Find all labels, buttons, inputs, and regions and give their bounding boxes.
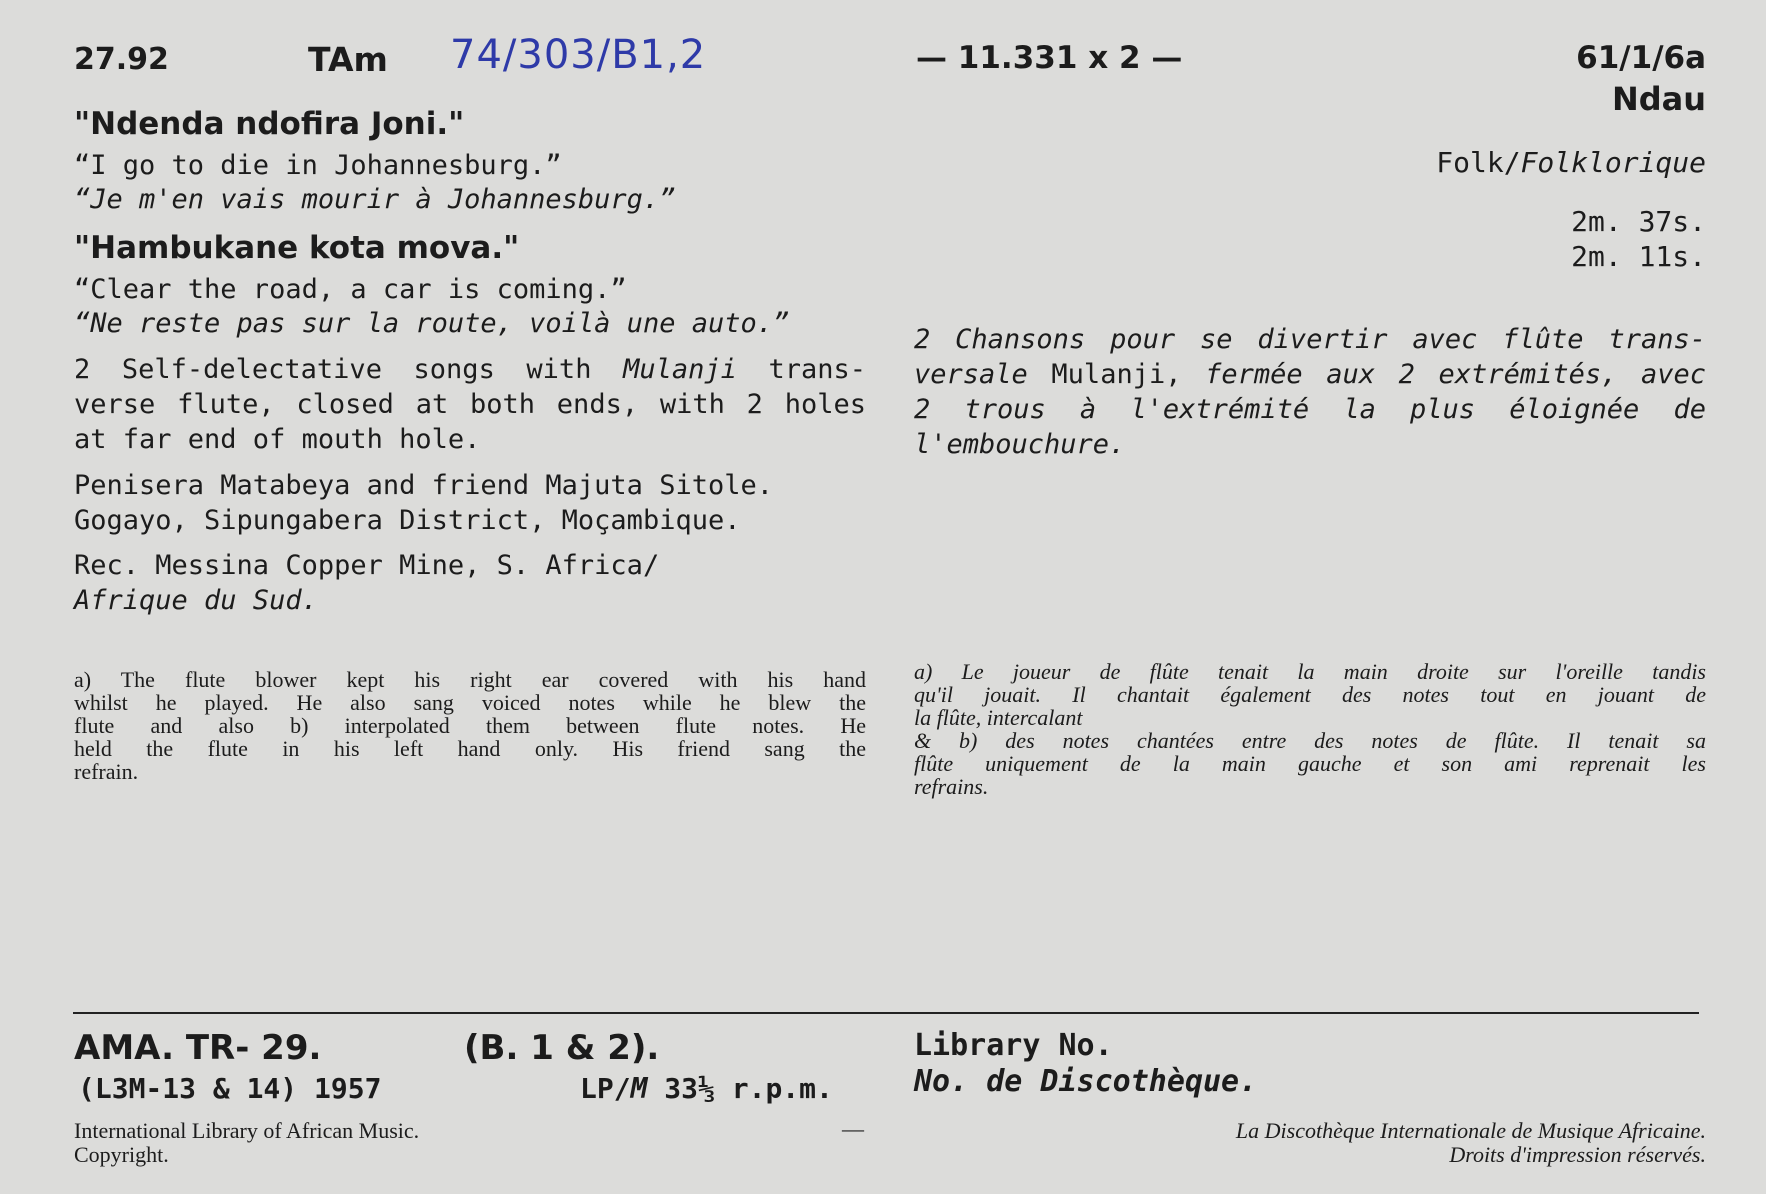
duration-1: 2m. 37s.	[1571, 205, 1706, 238]
song-french-2: “Ne reste pas sur la route, voilà une auto.”	[74, 308, 790, 339]
matrix-year: (L3M-13 & 14) 1957	[78, 1072, 382, 1105]
handwritten-reference: 74/303/B1,2	[450, 32, 707, 78]
performers: Penisera Matabeya and friend Majuta Sitole. Gogayo, Sipungabera District, Moçambique.	[74, 470, 773, 536]
ilam-name: International Library of African Music.	[74, 1118, 420, 1143]
song-english-2: “Clear the road, a car is coming.”	[74, 274, 627, 305]
recording-location: Rec. Messina Copper Mine, S. Africa/ Afrique du Sud.	[74, 550, 660, 616]
discotheque-name: La Discothèque Internationale de Musique Africaine.	[1235, 1118, 1706, 1143]
album-number: AMA. TR- 29.	[74, 1028, 322, 1068]
catalog-number: 27.92	[74, 42, 169, 77]
duration-2: 2m. 11s.	[1571, 240, 1706, 273]
discotheque-number-label: No. de Discothèque.	[914, 1064, 1258, 1099]
notes-french: a) Le joueur de flûte tenait la main droite sur l'oreille tandis qu'il jouait. Il chantait également des notes tout en jouant de la flûte, intercalant & b) des notes chantées entre des notes de flûte. Il tenait sa flûte uniquement de la main gauche et son ami reprenait les refrains.	[914, 659, 1706, 799]
notes-english: a) The flute blower kept his right ear covered with his hand whilst he played. He also sang voiced notes while he blew the flute and also b) interpolated them between flute notes. He held the flute in his left hand only. His friend sang the refrain.	[74, 667, 866, 784]
song-english-1: “I go to die in Johannesburg.”	[74, 150, 562, 181]
copyright: Copyright.	[74, 1142, 169, 1167]
album-sides: (B. 1 & 2).	[464, 1028, 660, 1068]
library-number-label: Library No.	[914, 1028, 1113, 1063]
matrix-number: — 11.331 x 2 —	[916, 40, 1183, 76]
genre: Folk/Folklorique	[1436, 146, 1706, 179]
reference-number: 61/1/6a	[1576, 40, 1706, 76]
footer-dash: —	[842, 1116, 864, 1141]
language-label: Ndau	[1611, 80, 1706, 118]
genre-french: Folklorique	[1520, 146, 1706, 179]
description-english: 2 Self-delectative songs with Mulanji trans- verse flute, closed at both ends, with 2 holes at far end of mouth hole.	[74, 354, 866, 455]
record-format: LP/M 33⅓ r.p.m.	[580, 1072, 833, 1105]
song-title-2: "Hambukane kota mova."	[74, 230, 520, 266]
footer-divider	[73, 1012, 1699, 1014]
rights-reserved: Droits d'impression réservés.	[1449, 1142, 1706, 1167]
description-french: 2 Chansons pour se divertir avec flûte trans- versale Mulanji, fermée aux 2 extrémités, avec 2 trous à l'extrémité la plus éloignée de l'embouchure.	[914, 324, 1707, 460]
song-title-1: "Ndenda ndofira Joni."	[74, 106, 465, 142]
song-french-1: “Je m'en vais mourir à Johannesburg.”	[74, 184, 676, 215]
catalog-code: TAm	[308, 40, 388, 79]
